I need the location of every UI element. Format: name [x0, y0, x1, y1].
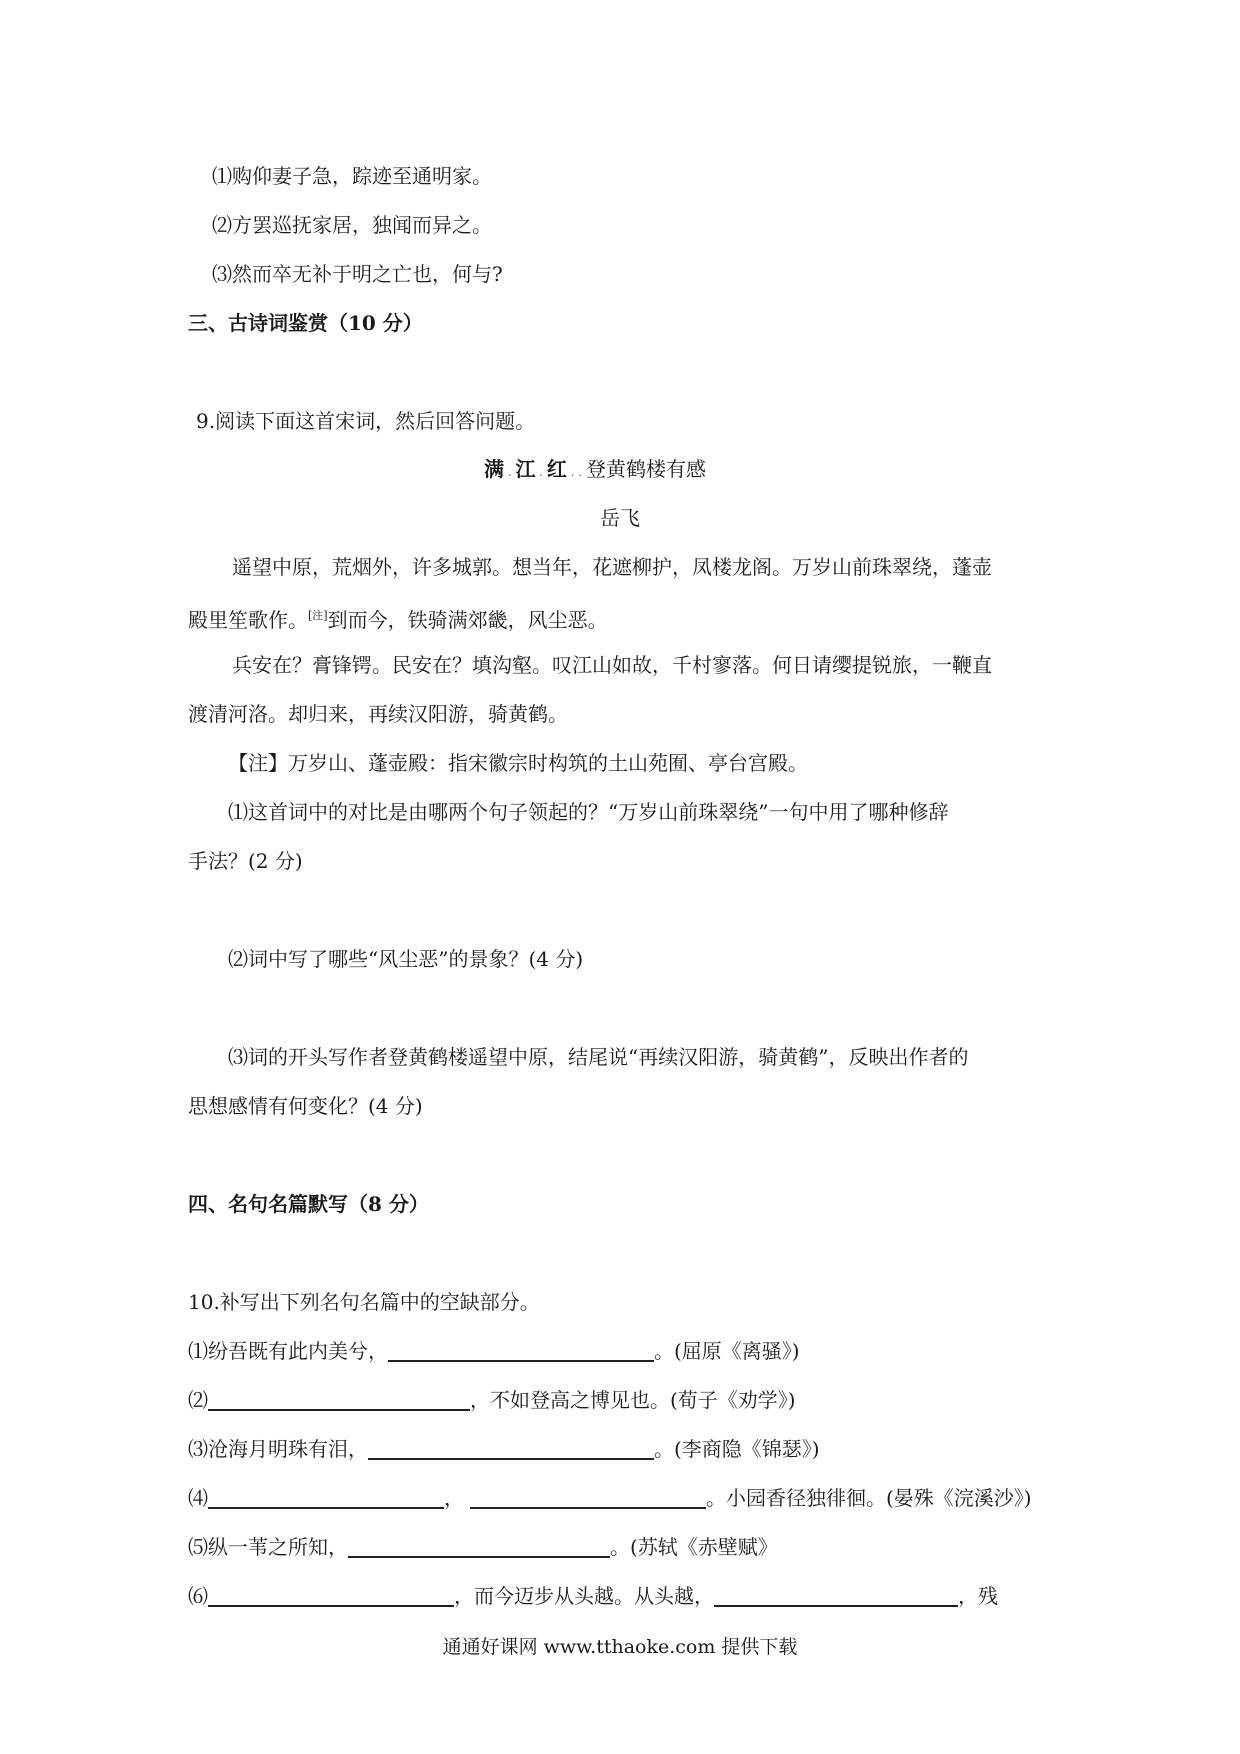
section-4-heading: 四、名句名篇默写（8 分）: [188, 1192, 429, 1216]
q10-item-6-tail: ，残: [958, 1584, 998, 1608]
poem-p2-line1: 兵安在？膏锋锷。民安在？填沟壑。叹江山如故，千村寥落。何日请缨提锐旅，一鞭直: [232, 653, 992, 677]
poem-title-char-1: 满: [484, 457, 504, 481]
page-footer: 通通好课网 www.tthaoke.com 提供下载: [442, 1636, 798, 1658]
q10-item-2-text: ，不如登高之博见也。(荀子《劝学》): [470, 1388, 796, 1412]
answer-blank-1[interactable]: [388, 1340, 654, 1362]
answer-blank-2[interactable]: [208, 1389, 470, 1411]
q10-item-6: [188, 1582, 998, 1610]
q10-item-3-source: 。(李商隐《锦瑟》): [654, 1437, 820, 1461]
poem-title: 满 . 江 . 红 . . 登黄鹤楼有感: [484, 457, 706, 481]
q10-item-4-sep: ，: [444, 1486, 464, 1510]
q10-item-4-num: ⑷: [188, 1486, 208, 1510]
q10-item-1: [188, 1337, 800, 1365]
poem-note: 【注】万岁山、蓬壶殿：指宋徽宗时构筑的土山苑囿、亭台宫殿。: [228, 751, 808, 775]
translation-item-2: ⑵方罢巡抚家居，独闻而异之。: [212, 213, 492, 237]
poem-title-char-3: 红: [546, 457, 567, 481]
q10-item-6-num: ⑹: [188, 1584, 208, 1608]
q10-item-5-text: ⑸纵一苇之所知，: [188, 1535, 348, 1559]
poem-p1-line2: [188, 602, 608, 634]
q9-sub3-line2: 思想感情有何变化？(4 分): [188, 1094, 423, 1118]
q10-item-2: [188, 1386, 796, 1414]
q10-item-6-text: ，而今迈步从头越。从头越，: [454, 1584, 714, 1608]
q9-sub1-line2: 手法？(2 分): [188, 849, 303, 873]
q10-item-4-text: 。小园香径独徘徊。(晏殊《浣溪沙》): [706, 1486, 1032, 1510]
poem-p2-line2: 渡清河洛。却归来，再续汉阳游，骑黄鹤。: [188, 702, 568, 726]
poem-author: 岳飞: [600, 506, 640, 530]
q10-item-3-text: ⑶沧海月明珠有泪，: [188, 1437, 368, 1461]
poem-p1-line1: 遥望中原，荒烟外，许多城郭。想当年，花遮柳护，凤楼龙阁。万岁山前珠翠绕，蓬壶: [232, 555, 992, 579]
poem-p1-line2a: 殿里笙歌作。: [188, 608, 308, 632]
answer-blank-6b[interactable]: [714, 1585, 958, 1607]
answer-blank-4a[interactable]: [208, 1487, 444, 1509]
translation-item-1: ⑴购仰妻子急，踪迹至通明家。: [212, 164, 492, 188]
q9-sub1-line1: ⑴这首词中的对比是由哪两个句子领起的？“万岁山前珠翠绕”一句中用了哪种修辞: [228, 800, 949, 824]
answer-blank-5[interactable]: [348, 1536, 610, 1558]
q10-item-4: [188, 1484, 1032, 1512]
section-3-heading: 三、古诗词鉴赏（10 分）: [188, 311, 423, 335]
q10-item-2-num: ⑵: [188, 1388, 208, 1412]
answer-blank-3[interactable]: [368, 1438, 654, 1460]
q9-prompt: 9.阅读下面这首宋词，然后回答问题。: [196, 409, 536, 433]
q10-item-5-source: 。(苏轼《赤壁赋》: [610, 1535, 778, 1559]
q10-item-1-source: 。(屈原《离骚》): [654, 1339, 800, 1363]
note-mark: [注]: [308, 609, 328, 622]
poem-title-char-2: 江: [515, 457, 536, 481]
q10-prompt: 10.补写出下列名句名篇中的空缺部分。: [188, 1290, 540, 1314]
q9-sub3-line1: ⑶词的开头写作者登黄鹤楼遥望中原，结尾说“再续汉阳游，骑黄鹤”，反映出作者的: [228, 1045, 969, 1069]
q10-item-5: [188, 1533, 778, 1561]
q10-item-3: [188, 1435, 820, 1463]
answer-blank-4b[interactable]: [470, 1487, 706, 1509]
answer-blank-6a[interactable]: [208, 1585, 454, 1607]
q9-sub2: ⑵词中写了哪些“风尘恶”的景象？(4 分): [228, 947, 584, 971]
q10-item-1-text: ⑴纷吾既有此内美兮，: [188, 1339, 388, 1363]
poem-p1-line2b: 到而今，铁骑满郊畿，风尘恶。: [327, 608, 608, 632]
poem-subtitle: 登黄鹤楼有感: [585, 457, 706, 481]
translation-item-3: ⑶然而卒无补于明之亡也，何与?: [212, 262, 503, 286]
